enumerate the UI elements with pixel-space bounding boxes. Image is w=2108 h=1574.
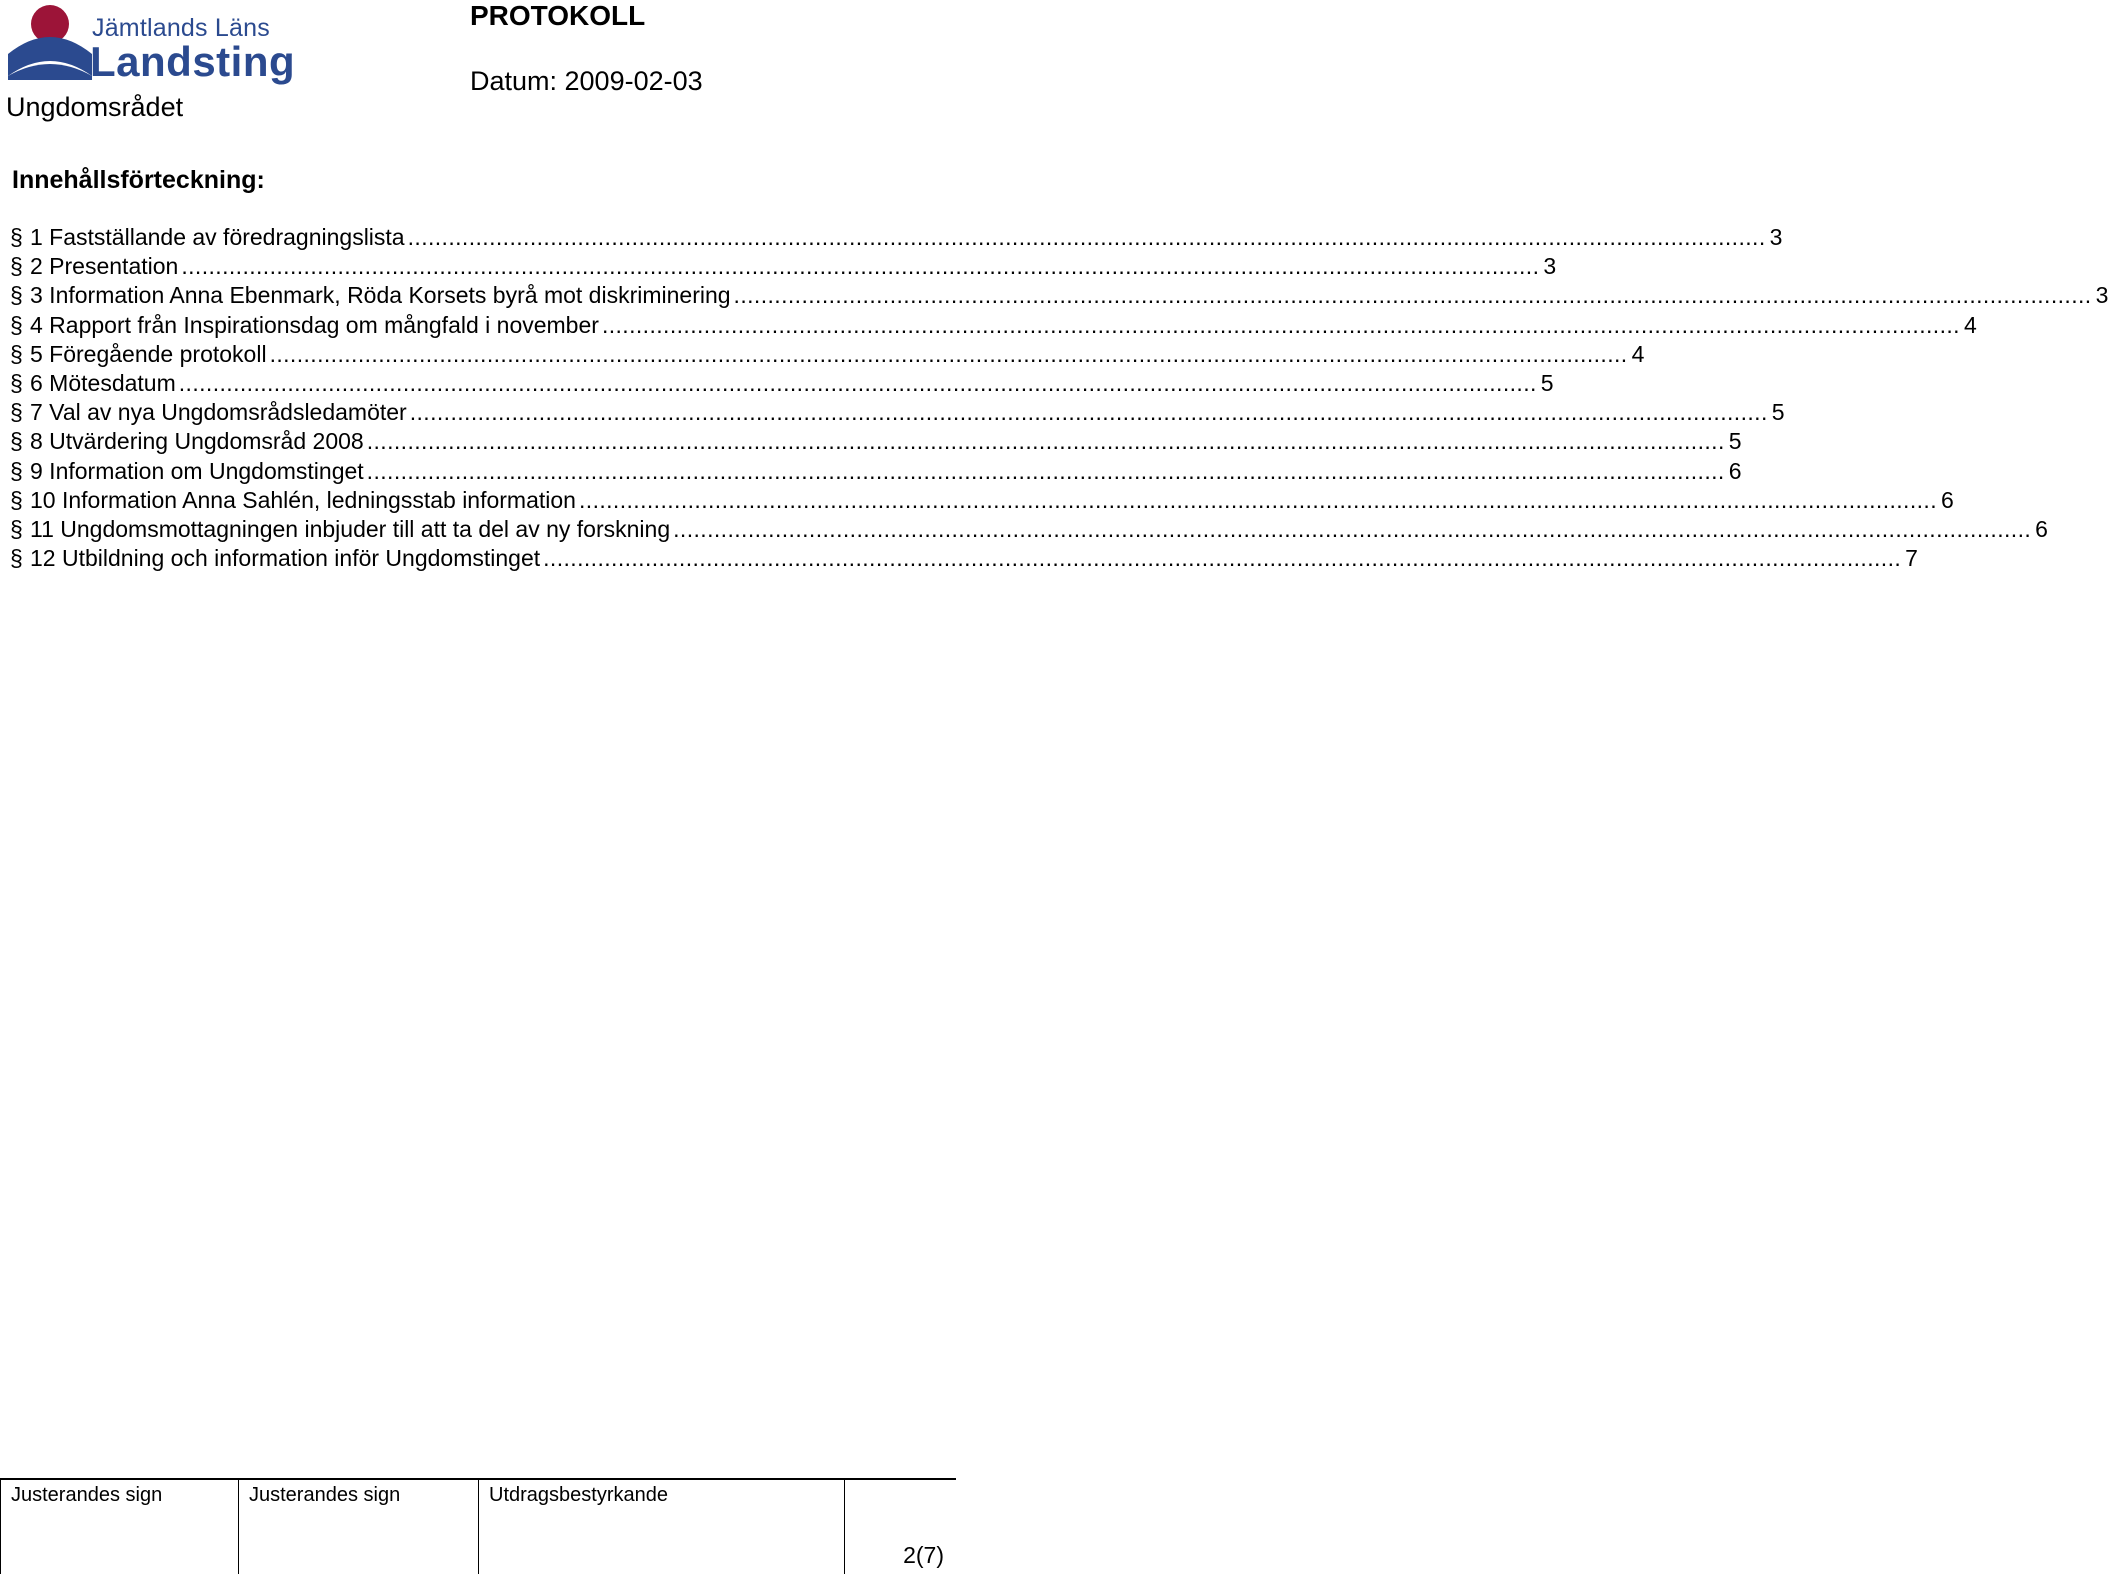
toc-entry[interactable] xyxy=(10,399,1785,428)
toc-entry-title: 12 Utbildning och information inför Ungdomstinget xyxy=(30,545,541,572)
toc-entry-page: 5 xyxy=(1540,369,1554,396)
section-symbol: § xyxy=(10,545,23,572)
toc-entry-title: 4 Rapport från Inspirationsdag om mångfald i november xyxy=(30,311,599,338)
toc-entry-page: 5 xyxy=(1771,399,1785,426)
dot-leader: ........................................................................................................................................................................................................ xyxy=(178,369,1537,396)
toc-entry-title: 5 Föregående protokoll xyxy=(30,340,267,367)
dot-leader: ........................................................................................................................................................................................................ xyxy=(601,311,1960,338)
dot-leader: ........................................................................................................................................................................................................ xyxy=(409,399,1768,426)
toc-entry-page: 3 xyxy=(1543,253,1557,280)
footer-sign1-label: Justerandes sign xyxy=(11,1484,163,1506)
table-of-contents xyxy=(10,224,2108,574)
page-number: 2(7) xyxy=(903,1542,944,1568)
dot-leader: ........................................................................................................................................................................................................ xyxy=(578,486,1938,513)
toc-entry-title: 8 Utvärdering Ungdomsråd 2008 xyxy=(30,428,364,455)
toc-entry-title: 7 Val av nya Ungdomsrådsledamöter xyxy=(30,399,407,426)
toc-entry[interactable] xyxy=(10,545,1918,574)
org-name-line1: Jämtlands Läns xyxy=(92,14,270,42)
department-name: Ungdomsrådet xyxy=(6,92,184,122)
toc-entry-title: 3 Information Anna Ebenmark, Röda Korsets byrå mot diskriminering xyxy=(30,282,731,309)
toc-entry[interactable] xyxy=(10,340,1645,370)
toc-entry[interactable] xyxy=(10,428,1742,457)
toc-entry-page: 6 xyxy=(1728,457,1742,484)
document-date: Datum: 2009-02-03 xyxy=(470,66,703,96)
section-symbol: § xyxy=(10,399,23,426)
toc-entry-page: 3 xyxy=(1769,224,1783,250)
toc-entry[interactable] xyxy=(10,486,1954,516)
toc-heading: Innehållsförteckning: xyxy=(12,166,265,194)
dot-leader: ........................................................................................................................................................................................................ xyxy=(181,253,1540,280)
footer-extract-label: Utdragsbestyrkande xyxy=(489,1484,668,1506)
section-symbol: § xyxy=(10,369,23,396)
footer-cell-extract xyxy=(478,1480,844,1574)
dot-leader: ........................................................................................................................................................................................................ xyxy=(733,282,2092,309)
toc-entry-title: 6 Mötesdatum xyxy=(30,369,176,396)
toc-entry-title: 2 Presentation xyxy=(30,253,179,280)
footer-sign2-label: Justerandes sign xyxy=(249,1484,401,1506)
section-symbol: § xyxy=(10,428,23,455)
footer-cell-sign1 xyxy=(0,1480,238,1574)
section-symbol: § xyxy=(10,282,23,309)
toc-entry[interactable] xyxy=(10,311,1977,341)
toc-entry[interactable] xyxy=(10,369,1554,399)
toc-entry-title: 11 Ungdomsmottagningen inbjuder till att ta del av ny forskning xyxy=(30,515,671,542)
section-symbol: § xyxy=(10,457,23,484)
toc-entry-page: 6 xyxy=(1941,486,1954,513)
section-symbol: § xyxy=(10,311,23,338)
dot-leader: ........................................................................................................................................................................................................ xyxy=(407,224,1766,250)
dot-leader: ........................................................................................................................................................................................................ xyxy=(543,545,1902,572)
signature-footer xyxy=(0,1478,956,1572)
toc-entry-page: 4 xyxy=(1631,340,1645,367)
toc-entry[interactable] xyxy=(10,457,1742,487)
section-symbol: § xyxy=(10,224,23,250)
toc-entry-page: 7 xyxy=(1905,545,1918,572)
toc-entry[interactable] xyxy=(10,224,1783,253)
footer-cell-sign2 xyxy=(238,1480,478,1574)
section-symbol: § xyxy=(10,486,23,513)
toc-entry-page: 5 xyxy=(1728,428,1742,455)
org-name-line2: Landsting xyxy=(90,38,296,85)
dot-leader: ........................................................................................................................................................................................................ xyxy=(673,515,2032,542)
section-symbol: § xyxy=(10,253,23,280)
toc-entry[interactable] xyxy=(10,253,1557,282)
toc-entry-title: 1 Fastställande av föredragningslista xyxy=(30,224,405,250)
document-type: PROTOKOLL xyxy=(470,0,646,31)
toc-entry-page: 3 xyxy=(2095,282,2108,309)
toc-entry[interactable] xyxy=(10,282,2108,311)
dot-leader: ........................................................................................................................................................................................................ xyxy=(366,428,1725,455)
footer-cell-page xyxy=(844,1480,956,1574)
section-symbol: § xyxy=(10,340,23,367)
dot-leader: ........................................................................................................................................................................................................ xyxy=(269,340,1628,367)
dot-leader: ........................................................................................................................................................................................................ xyxy=(366,457,1725,484)
section-symbol: § xyxy=(10,515,23,542)
toc-entry-title: 9 Information om Ungdomstinget xyxy=(30,457,364,484)
toc-entry-page: 6 xyxy=(2035,515,2048,542)
toc-entry[interactable] xyxy=(10,515,2048,545)
toc-entry-title: 10 Information Anna Sahlén, ledningsstab information xyxy=(30,486,576,513)
toc-entry-page: 4 xyxy=(1963,311,1977,338)
